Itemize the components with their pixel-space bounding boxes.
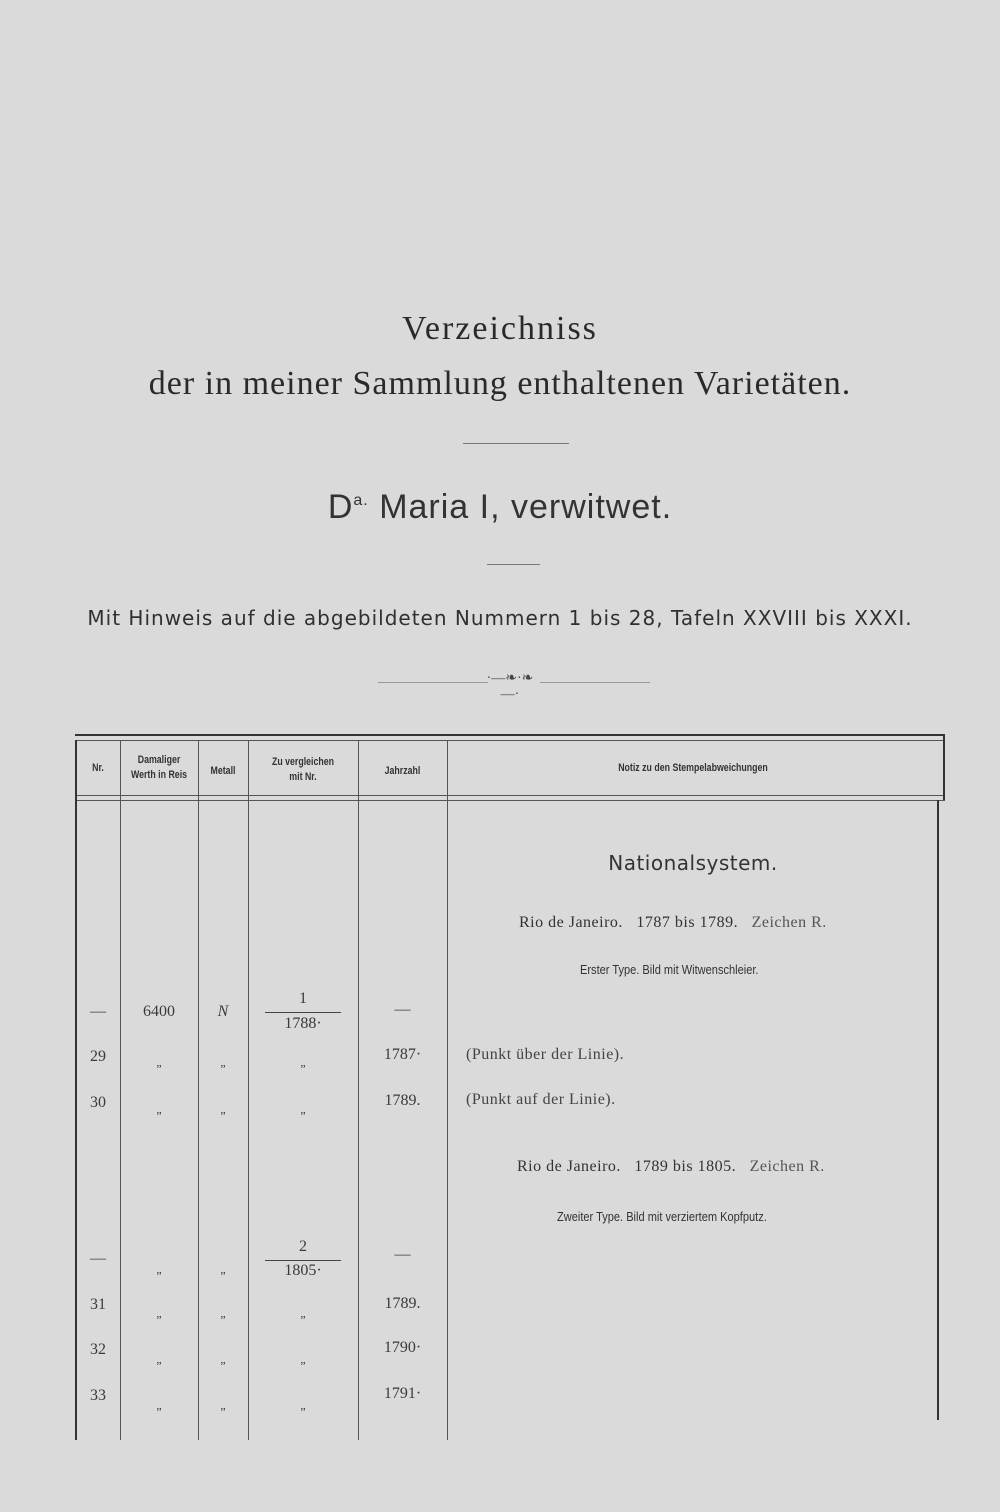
row-metal: „ [220, 1102, 226, 1116]
row-nr: 32 [90, 1341, 106, 1358]
row-compare-num: 2 [299, 1238, 307, 1255]
row-value: „ [156, 1398, 162, 1412]
table-top-rule-inner [75, 740, 945, 741]
group1-mark: Zeichen R. [751, 914, 827, 931]
column-divider [248, 740, 249, 1440]
row-compare: „ [300, 1055, 306, 1069]
fraction-line [265, 1260, 341, 1261]
sovereign-prefix-sup: a. [353, 492, 369, 509]
fraction-line [265, 1012, 341, 1013]
row-year: 1789. [384, 1295, 421, 1312]
header-nr: Nr. [92, 762, 104, 774]
row-value: „ [156, 1262, 162, 1276]
row-value: 6400 [143, 1003, 175, 1020]
header-value-line2: Werth in Reis [130, 769, 188, 781]
row-value: „ [156, 1055, 162, 1069]
row-value: „ [156, 1352, 162, 1366]
row-year: 1790· [383, 1339, 422, 1356]
group2-place: Rio de Janeiro. [517, 1158, 621, 1175]
row-year: — [394, 1246, 411, 1263]
ornament-rule-left [378, 682, 488, 683]
column-divider [198, 740, 199, 1440]
row-note: (Punkt über der Linie). [466, 1046, 625, 1063]
group2-type: Zweiter Type. Bild mit verziertem Kopfputz. [557, 1209, 767, 1224]
row-nr: 31 [90, 1296, 106, 1313]
table-header-rule [75, 795, 945, 796]
column-divider [358, 740, 359, 1440]
page-subtitle: der in meiner Sammlung enthaltenen Varietäten. [148, 365, 852, 402]
row-compare-num: 1 [299, 990, 307, 1007]
row-metal: „ [220, 1398, 226, 1412]
group2-range: 1789 bis 1805. [634, 1158, 737, 1175]
row-nr: 33 [90, 1387, 106, 1404]
row-value: „ [156, 1102, 162, 1116]
header-year: Jahrzahl [384, 765, 421, 777]
header-value [128, 753, 190, 783]
row-compare: „ [300, 1306, 306, 1320]
row-value: „ [156, 1306, 162, 1320]
table-top-rule [75, 734, 945, 736]
row-note: (Punkt auf der Linie). [466, 1091, 616, 1108]
header-compare [259, 755, 347, 785]
sovereign-heading [0, 488, 1000, 527]
row-metal: „ [220, 1262, 226, 1276]
divider-rule-small [487, 564, 540, 565]
table-header-rule-inner [75, 800, 945, 801]
header-value-line1: Damaliger [137, 754, 181, 766]
header-compare-line2: mit Nr. [289, 771, 317, 783]
row-metal: „ [220, 1306, 226, 1320]
header-metal: Metall [210, 765, 236, 777]
table-border-right [943, 734, 945, 800]
row-compare: „ [300, 1352, 306, 1366]
row-year: — [394, 1001, 411, 1018]
column-divider [120, 740, 121, 1440]
ornament-rule-right [540, 682, 650, 683]
row-year: 1791· [383, 1385, 422, 1402]
header-notes: Notiz zu den Stempelabweichungen [618, 762, 768, 774]
row-compare-den: 1788· [284, 1015, 322, 1032]
row-nr: — [90, 1250, 106, 1267]
row-metal: „ [220, 1352, 226, 1366]
divider-rule [463, 443, 569, 444]
group2-heading [517, 1158, 825, 1176]
section-title: Nationalsystem. [608, 851, 778, 875]
row-compare: „ [300, 1398, 306, 1412]
header-compare-line1: Zu vergleichen [271, 756, 335, 768]
row-compare: „ [300, 1102, 306, 1116]
row-metal: N [217, 1003, 229, 1020]
row-metal: „ [220, 1055, 226, 1069]
ornament-flourish: ·—❧·❧—· [486, 671, 534, 702]
group1-type: Erster Type. Bild mit Witwenschleier. [580, 962, 759, 977]
row-nr: 30 [90, 1094, 106, 1111]
page-title: Verzeichniss [402, 310, 598, 347]
reference-note: Mit Hinweis auf die abgebildeten Nummern 1 bis 28, Tafeln XXVIII bis XXXI. [87, 606, 913, 630]
column-divider [447, 740, 448, 1440]
row-nr: 29 [90, 1048, 106, 1065]
group1-range: 1787 bis 1789. [636, 914, 739, 931]
table-border-left [75, 740, 77, 1440]
row-year: 1787· [383, 1046, 422, 1063]
sovereign-name: Maria I, verwitwet. [379, 488, 673, 526]
table-border-right-inner [937, 800, 939, 1420]
row-compare-den: 1805· [284, 1262, 322, 1279]
group2-mark: Zeichen R. [749, 1158, 825, 1175]
row-nr: — [90, 1003, 106, 1020]
row-year: 1789. [384, 1092, 421, 1109]
group1-heading [519, 914, 827, 932]
group1-place: Rio de Janeiro. [519, 914, 623, 931]
sovereign-prefix: D [327, 488, 354, 526]
